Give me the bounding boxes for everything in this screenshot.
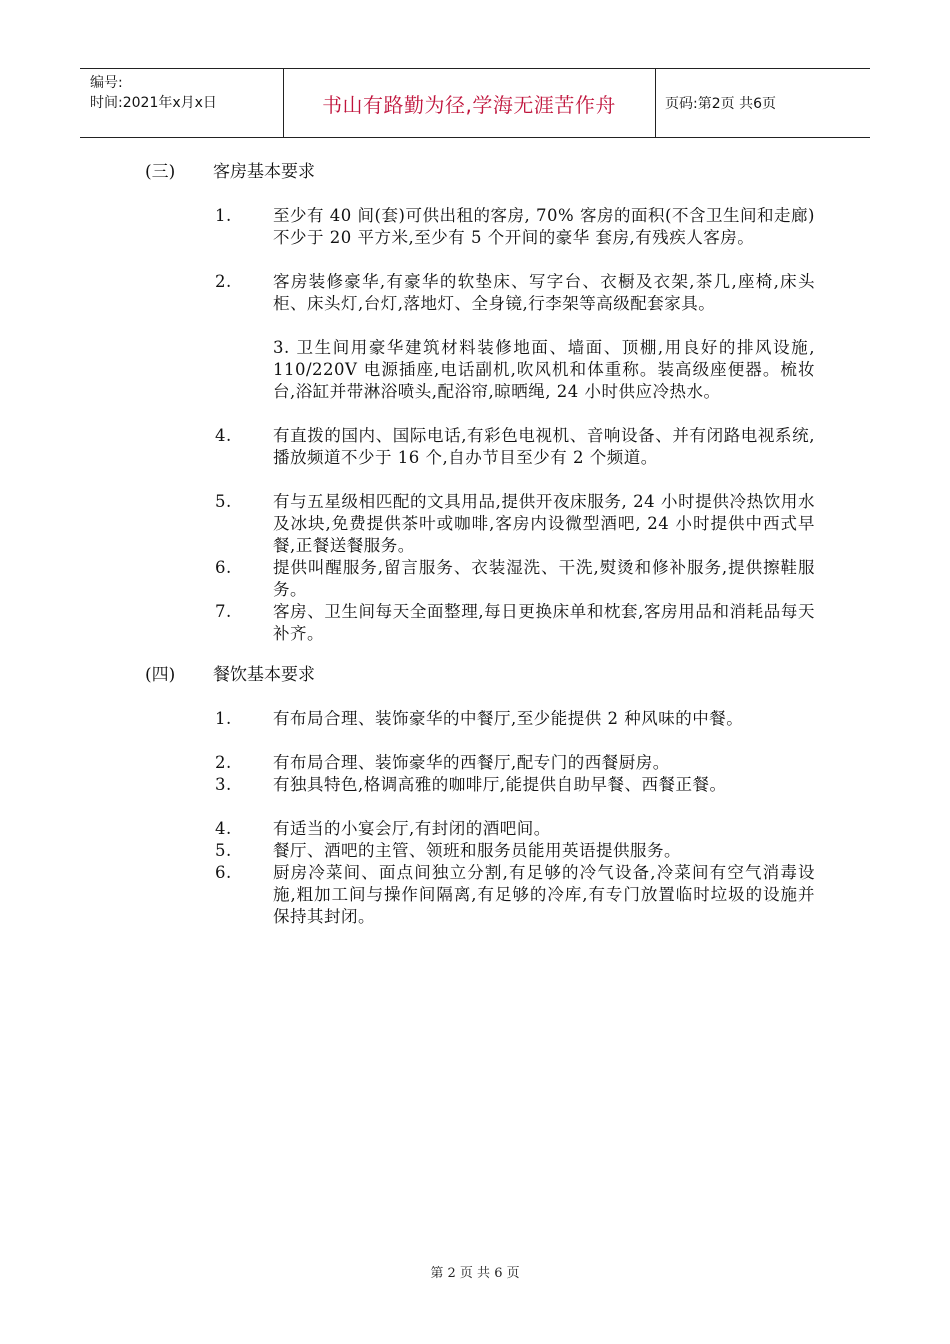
item-text: 有适当的小宴会厅,有封闭的酒吧间。: [273, 819, 551, 838]
item-text: 有布局合理、装饰豪华的中餐厅,至少能提供 2 种风味的中餐。: [273, 709, 744, 728]
list-item: [215, 425, 815, 469]
item-text: 3. 卫生间用豪华建筑材料装修地面、墙面、顶棚,用良好的排风设施, 110/220V 电源插座,电话副机,吹风机和体重称。装高级座便器。梳妆台,浴缸并带淋浴喷头,配浴帘,晾晒绳, 24 小时供应冷热水。: [273, 338, 815, 401]
item-number: 5.: [215, 492, 232, 511]
list-item: [215, 752, 815, 774]
item-number: 6.: [215, 558, 232, 577]
item-number: 5.: [215, 841, 232, 860]
header-page-info: 页码:第2页 共6页: [665, 96, 776, 112]
list-item: [273, 337, 815, 403]
item-text: 有独具特色,格调高雅的咖啡厅,能提供自助早餐、西餐正餐。: [273, 775, 727, 794]
item-number: 7.: [215, 602, 232, 621]
header-meta: [90, 73, 217, 113]
item-number: 1.: [215, 709, 232, 728]
item-number: 1.: [215, 206, 232, 225]
page-header: [80, 68, 870, 138]
section-heading: [145, 161, 315, 183]
item-text: 客房、卫生间每天全面整理,每日更换床单和枕套,客房用品和消耗品每天补齐。: [273, 602, 815, 643]
time-label: 时间:2021年x月x日: [90, 95, 217, 111]
item-text: 至少有 40 间(套)可供出租的客房, 70% 客房的面积(不含卫生间和走廊)不少于 20 平方米,至少有 5 个开间的豪华 套房,有残疾人客房。: [273, 206, 815, 247]
section-title: 客房基本要求: [213, 162, 315, 182]
item-number: 2.: [215, 272, 232, 291]
list-item: [215, 601, 815, 645]
list-item: [215, 774, 815, 796]
section-number: (四): [145, 665, 176, 685]
item-text: 餐厅、酒吧的主管、领班和服务员能用英语提供服务。: [273, 841, 681, 860]
list-item: [215, 491, 815, 557]
item-number: 6.: [215, 863, 232, 882]
page-footer: 第 2 页 共 6 页: [430, 1266, 520, 1281]
section-title: 餐饮基本要求: [213, 665, 315, 685]
section-heading: [145, 664, 315, 686]
item-text: 厨房冷菜间、面点间独立分割,有足够的冷气设备,冷菜间有空气消毒设施,粗加工间与操作间隔离,有足够的冷库,有专门放置临时垃圾的设施并保持其封闭。: [273, 863, 815, 926]
list-item: [215, 557, 815, 601]
item-number: 4.: [215, 426, 232, 445]
header-divider: [655, 69, 656, 137]
list-item: [215, 708, 815, 730]
item-number: 4.: [215, 819, 232, 838]
item-text: 有直拨的国内、国际电话,有彩色电视机、音响设备、并有闭路电视系统,播放频道不少于 16 个,自办节目至少有 2 个频道。: [273, 426, 815, 467]
item-text: 客房装修豪华,有豪华的软垫床、写字台、衣橱及衣架,茶几,座椅,床头柜、床头灯,台灯,落地灯、全身镜,行李架等高级配套家具。: [273, 272, 815, 313]
list-item: [215, 271, 815, 315]
item-number: 3.: [215, 775, 232, 794]
item-text: 有布局合理、装饰豪华的西餐厅,配专门的西餐厨房。: [273, 753, 670, 772]
item-number: 2.: [215, 753, 232, 772]
item-text: 提供叫醒服务,留言服务、衣装湿洗、干洗,熨烫和修补服务,提供擦鞋服务。: [273, 558, 815, 599]
number-label: 编号:: [90, 75, 123, 91]
list-item: [215, 818, 815, 840]
section-number: (三): [145, 162, 176, 182]
header-motto: 书山有路勤为径,学海无涯苦作舟: [322, 92, 616, 117]
list-item: [215, 840, 815, 862]
list-item: [215, 205, 815, 249]
item-text: 有与五星级相匹配的文具用品,提供开夜床服务, 24 小时提供冷热饮用水及冰块,免费提供茶叶或咖啡,客房内设微型酒吧, 24 小时提供中西式早餐,正餐送餐服务。: [273, 492, 815, 555]
list-item: [215, 862, 815, 928]
